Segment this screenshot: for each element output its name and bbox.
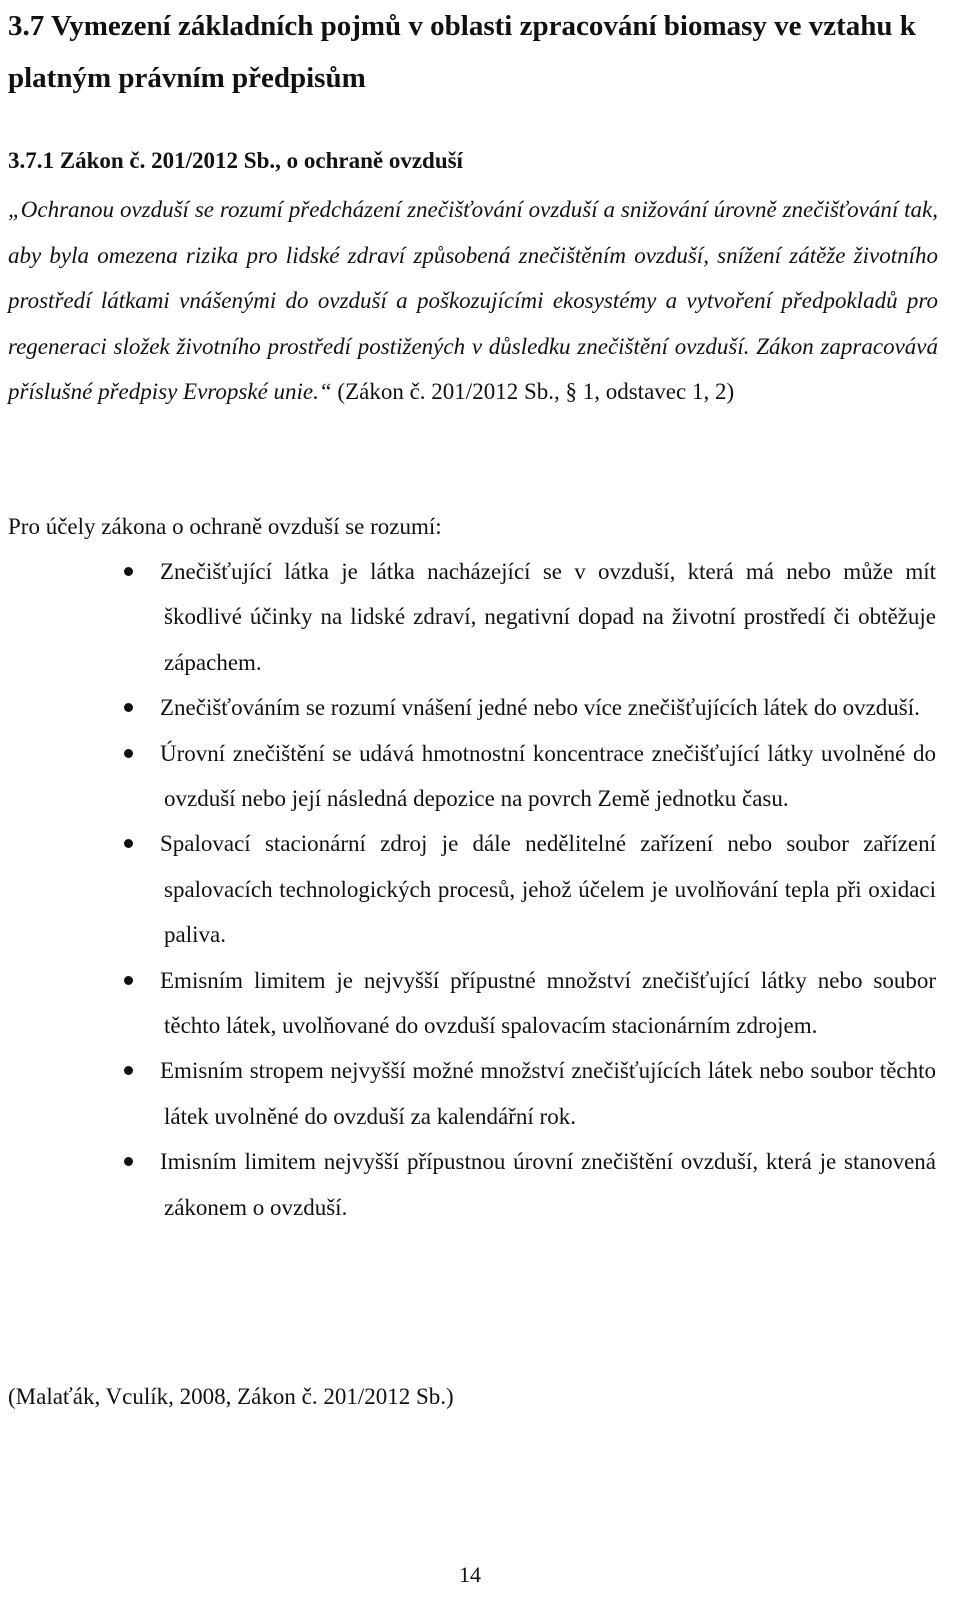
bullet-icon: [124, 703, 133, 712]
list-item-text: Úrovní znečištění se udává hmotnostní koncentrace znečišťující látky uvolněné do ovzduší nebo její následná depozice na povrch Země jednotku času.: [160, 740, 936, 812]
bullet-icon: [124, 749, 133, 758]
list-item: [0, 958, 936, 1049]
definitions-intro: Pro účely zákona o ochraně ovzduší se rozumí:: [8, 514, 442, 539]
list-item: [0, 549, 936, 685]
bullet-icon: [124, 1157, 133, 1166]
quote-source: (Zákon č. 201/2012 Sb., § 1, odstavec 1, 2): [331, 379, 735, 404]
bullet-icon: [124, 1066, 133, 1075]
page-number: 14: [459, 1562, 481, 1587]
quote-text: „Ochranou ovzduší se rozumí předcházení znečišťování ovzduší a snižování úrovně znečišťování tak, aby byla omezena rizika pro lidské zdraví způsobená znečištěním ovzduší, snížení zátěže životního prostředí látkami vnášenými do ovzduší a poškozujícími ekosystémy a vytvoření předpokladů pro regeneraci složek životního prostředí postižených v důsledku znečištění ovzduší. Zákon zapracovává příslušné předpisy Evropské unie.“: [8, 197, 938, 404]
list-item: [0, 1139, 936, 1230]
list-item: [0, 685, 936, 730]
subsection-heading: 3.7.1 Zákon č. 201/2012 Sb., o ochraně ovzduší: [8, 148, 463, 173]
list-item-text: Imisním limitem nejvyšší přípustnou úrovní znečištění ovzduší, která je stanovená zákonem o ovzduší.: [160, 1149, 936, 1220]
list-item: [0, 821, 936, 957]
list-item-text: Znečišťující látka je látka nacházející se v ovzduší, která má nebo může mít škodlivé účinky na lidské zdraví, negativní dopad na životní prostředí či obtěžuje zápachem.: [160, 559, 936, 675]
list-item-text: Emisním limitem je nejvyšší přípustné množství znečišťující látky nebo soubor těchto látek, uvolňované do ovzduší spalovacím stacionárním zdrojem.: [160, 967, 936, 1039]
list-item: [0, 1048, 936, 1139]
list-item: [0, 731, 936, 822]
list-item-text: Znečišťováním se rozumí vnášení jedné nebo více znečišťujících látek do ovzduší.: [160, 695, 920, 721]
citation: (Malaťák, Vculík, 2008, Zákon č. 201/2012 Sb.): [8, 1384, 454, 1409]
section-heading: 3.7 Vymezení základních pojmů v oblasti zpracování biomasy ve vztahu k platným právním předpisům: [8, 10, 916, 94]
bullet-icon: [124, 839, 133, 848]
list-item-text: Emisním stropem nejvyšší možné množství znečišťujících látek nebo soubor těchto látek uvolněné do ovzduší za kalendářní rok.: [160, 1058, 936, 1129]
law-quote: [8, 187, 938, 415]
bullet-icon: [124, 567, 133, 576]
bullet-icon: [124, 976, 133, 985]
definitions-list: [0, 549, 940, 1230]
list-item-text: Spalovací stacionární zdroj je dále nedělitelné zařízení nebo soubor zařízení spalovacích technologických procesů, jehož účelem je uvolňování tepla při oxidaci paliva.: [160, 831, 936, 948]
